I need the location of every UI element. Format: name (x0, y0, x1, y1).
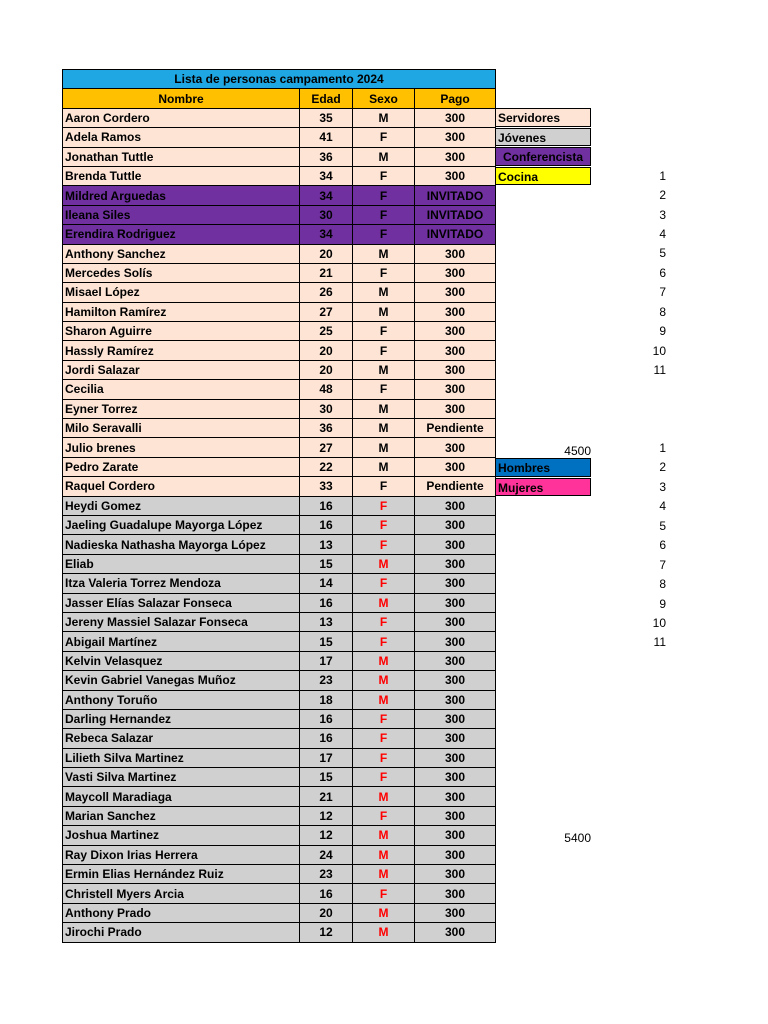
name-cell[interactable]: Misael López (63, 283, 300, 302)
name-cell[interactable]: Abigail Martínez (63, 632, 300, 651)
payment-cell[interactable]: 300 (415, 302, 496, 321)
table-row (63, 574, 496, 593)
age-cell[interactable]: 16 (300, 709, 353, 728)
age-cell[interactable]: 34 (300, 166, 353, 185)
age-cell[interactable]: 34 (300, 186, 353, 205)
count-number[interactable]: 5 (659, 518, 666, 533)
age-cell[interactable]: 25 (300, 322, 353, 341)
table-row (63, 128, 496, 147)
payment-cell[interactable]: 300 (415, 729, 496, 748)
name-cell[interactable]: Sharon Aguirre (63, 322, 300, 341)
count-number[interactable]: 2 (659, 188, 666, 203)
age-cell[interactable]: 20 (300, 244, 353, 263)
name-cell[interactable]: Mercedes Solís (63, 263, 300, 282)
payment-cell[interactable]: 300 (415, 438, 496, 457)
payment-cell[interactable]: 300 (415, 380, 496, 399)
age-cell[interactable]: 12 (300, 806, 353, 825)
sex-cell[interactable]: F (353, 477, 415, 496)
name-cell[interactable]: Heydi Gomez (63, 496, 300, 515)
table-row (63, 923, 496, 942)
name-cell[interactable]: Lilieth Silva Martinez (63, 748, 300, 767)
table-row (63, 438, 496, 457)
payment-cell[interactable]: 300 (415, 322, 496, 341)
name-cell[interactable]: Eyner Torrez (63, 399, 300, 418)
age-cell[interactable]: 13 (300, 535, 353, 554)
sex-cell[interactable]: M (353, 903, 415, 922)
sex-cell[interactable]: F (353, 748, 415, 767)
count-number[interactable]: 4 (659, 499, 666, 514)
payment-cell[interactable]: 300 (415, 826, 496, 845)
sex-cell[interactable]: F (353, 322, 415, 341)
payment-cell[interactable]: 300 (415, 884, 496, 903)
table-row (63, 225, 496, 244)
name-cell[interactable]: Anthony Prado (63, 903, 300, 922)
count-number[interactable]: 10 (652, 343, 666, 358)
payment-cell[interactable]: INVITADO (415, 205, 496, 224)
table-row (63, 515, 496, 534)
age-cell[interactable]: 16 (300, 496, 353, 515)
payment-cell[interactable]: 300 (415, 632, 496, 651)
sex-cell[interactable]: F (353, 884, 415, 903)
age-cell[interactable]: 23 (300, 671, 353, 690)
age-cell[interactable]: 26 (300, 283, 353, 302)
count-number[interactable]: 8 (659, 304, 666, 319)
payment-cell[interactable]: 300 (415, 593, 496, 612)
sex-cell[interactable]: F (353, 341, 415, 360)
age-cell[interactable]: 23 (300, 865, 353, 884)
payment-cell[interactable]: 300 (415, 923, 496, 942)
sex-cell[interactable]: M (353, 923, 415, 942)
sex-cell[interactable]: M (353, 651, 415, 670)
count-number[interactable]: 7 (659, 557, 666, 572)
legend-conferencista[interactable]: Conferencista (495, 147, 591, 165)
sex-cell[interactable]: F (353, 128, 415, 147)
age-cell[interactable]: 20 (300, 341, 353, 360)
payment-cell[interactable]: 300 (415, 709, 496, 728)
age-cell[interactable]: 16 (300, 593, 353, 612)
sex-cell[interactable]: F (353, 806, 415, 825)
payment-cell[interactable]: 300 (415, 244, 496, 263)
payment-cell[interactable]: 300 (415, 903, 496, 922)
name-cell[interactable]: Joshua Martinez (63, 826, 300, 845)
header-pago[interactable]: Pago (415, 89, 496, 108)
sex-cell[interactable]: F (353, 612, 415, 631)
payment-cell[interactable]: Pendiente (415, 419, 496, 438)
sex-cell[interactable]: M (353, 360, 415, 379)
age-cell[interactable]: 30 (300, 399, 353, 418)
age-cell[interactable]: 36 (300, 419, 353, 438)
age-cell[interactable]: 17 (300, 748, 353, 767)
table-row (63, 399, 496, 418)
name-cell[interactable]: Itza Valeria Torrez Mendoza (63, 574, 300, 593)
count-number[interactable]: 9 (659, 324, 666, 339)
payment-cell[interactable]: 300 (415, 283, 496, 302)
legend-mujeres[interactable]: Mujeres (495, 478, 591, 496)
name-cell[interactable]: Hassly Ramírez (63, 341, 300, 360)
table-row (63, 903, 496, 922)
age-cell[interactable]: 14 (300, 574, 353, 593)
sex-cell[interactable]: F (353, 515, 415, 534)
sex-cell[interactable]: F (353, 496, 415, 515)
name-cell[interactable]: Brenda Tuttle (63, 166, 300, 185)
table-row (63, 845, 496, 864)
payment-cell[interactable]: 300 (415, 806, 496, 825)
table-row (63, 205, 496, 224)
payment-cell[interactable]: 300 (415, 651, 496, 670)
payment-cell[interactable]: 300 (415, 787, 496, 806)
table-row (63, 166, 496, 185)
age-cell[interactable]: 24 (300, 845, 353, 864)
name-cell[interactable]: Kelvin Velasquez (63, 651, 300, 670)
payment-cell[interactable]: 300 (415, 457, 496, 476)
table-row (63, 787, 496, 806)
name-cell[interactable]: Jaeling Guadalupe Mayorga López (63, 515, 300, 534)
age-cell[interactable]: 17 (300, 651, 353, 670)
name-cell[interactable]: Julio brenes (63, 438, 300, 457)
table-row (63, 360, 496, 379)
age-cell[interactable]: 16 (300, 884, 353, 903)
sex-cell[interactable]: F (353, 205, 415, 224)
name-cell[interactable]: Rebeca Salazar (63, 729, 300, 748)
payment-cell[interactable]: 300 (415, 574, 496, 593)
age-cell[interactable]: 36 (300, 147, 353, 166)
count-number[interactable]: 1 (659, 168, 666, 183)
sex-cell[interactable]: M (353, 419, 415, 438)
name-cell[interactable]: Jasser Elías Salazar Fonseca (63, 593, 300, 612)
age-cell[interactable]: 20 (300, 360, 353, 379)
age-cell[interactable]: 20 (300, 903, 353, 922)
name-cell[interactable]: Jirochi Prado (63, 923, 300, 942)
sex-cell[interactable]: M (353, 671, 415, 690)
name-cell[interactable]: Milo Seravalli (63, 419, 300, 438)
table-row (63, 380, 496, 399)
sheet-title[interactable]: Lista de personas campamento 2024 (63, 70, 496, 89)
sex-cell[interactable]: M (353, 457, 415, 476)
age-cell[interactable]: 18 (300, 690, 353, 709)
name-cell[interactable]: Kevin Gabriel Vanegas Muñoz (63, 671, 300, 690)
table-row (63, 632, 496, 651)
age-cell[interactable]: 35 (300, 108, 353, 127)
table-row (63, 535, 496, 554)
table-row (63, 554, 496, 573)
table-row (63, 768, 496, 787)
table-row (63, 865, 496, 884)
sex-cell[interactable]: M (353, 399, 415, 418)
table-row (63, 341, 496, 360)
payment-cell[interactable]: 300 (415, 671, 496, 690)
name-cell[interactable]: Darling Hernandez (63, 709, 300, 728)
attendee-sheet (62, 69, 496, 943)
name-cell[interactable]: Aaron Cordero (63, 108, 300, 127)
sex-cell[interactable]: M (353, 438, 415, 457)
table-row (63, 612, 496, 631)
name-cell[interactable]: Mildred Arguedas (63, 186, 300, 205)
table-row (63, 263, 496, 282)
sex-cell[interactable]: M (353, 147, 415, 166)
table-row (63, 884, 496, 903)
table-row (63, 748, 496, 767)
age-cell[interactable]: 27 (300, 438, 353, 457)
sex-cell[interactable]: M (353, 302, 415, 321)
age-cell[interactable]: 21 (300, 787, 353, 806)
payment-cell[interactable]: 300 (415, 535, 496, 554)
age-cell[interactable]: 33 (300, 477, 353, 496)
payment-cell[interactable]: 300 (415, 865, 496, 884)
sex-cell[interactable]: M (353, 283, 415, 302)
count-number[interactable]: 3 (659, 207, 666, 222)
sex-cell[interactable]: M (353, 826, 415, 845)
count-number[interactable]: 6 (659, 265, 666, 280)
payment-cell[interactable]: 300 (415, 496, 496, 515)
payment-cell[interactable]: INVITADO (415, 225, 496, 244)
sex-cell[interactable]: F (353, 768, 415, 787)
name-cell[interactable]: Jereny Massiel Salazar Fonseca (63, 612, 300, 631)
count-number[interactable]: 3 (659, 479, 666, 494)
payment-cell[interactable]: 300 (415, 341, 496, 360)
age-cell[interactable]: 15 (300, 554, 353, 573)
age-cell[interactable]: 27 (300, 302, 353, 321)
table-row (63, 477, 496, 496)
age-cell[interactable]: 21 (300, 263, 353, 282)
payment-cell[interactable]: 300 (415, 128, 496, 147)
count-number[interactable]: 5 (659, 246, 666, 261)
payment-cell[interactable]: 300 (415, 768, 496, 787)
count-number[interactable]: 11 (653, 635, 666, 650)
sex-cell[interactable]: F (353, 225, 415, 244)
name-cell[interactable]: Erendira Rodriguez (63, 225, 300, 244)
count-number[interactable]: 11 (653, 363, 666, 378)
sex-cell[interactable]: F (353, 186, 415, 205)
table-row (63, 593, 496, 612)
count-number[interactable]: 8 (659, 577, 666, 592)
name-cell[interactable]: Christell Myers Arcia (63, 884, 300, 903)
table-row (63, 690, 496, 709)
name-cell[interactable]: Maycoll Maradiaga (63, 787, 300, 806)
table-row (63, 419, 496, 438)
payment-cell[interactable]: 300 (415, 108, 496, 127)
legend-jvenes[interactable]: Jóvenes (495, 128, 591, 146)
name-cell[interactable]: Ermin Elias Hernández Ruiz (63, 865, 300, 884)
payment-cell[interactable]: 300 (415, 166, 496, 185)
name-cell[interactable]: Vasti Silva Martinez (63, 768, 300, 787)
total-cell[interactable]: 4500 (564, 444, 591, 458)
table-row (63, 806, 496, 825)
payment-cell[interactable]: 300 (415, 399, 496, 418)
age-cell[interactable]: 13 (300, 612, 353, 631)
name-cell[interactable]: Jordi Salazar (63, 360, 300, 379)
sex-cell[interactable]: F (353, 729, 415, 748)
name-cell[interactable]: Raquel Cordero (63, 477, 300, 496)
header-nombre[interactable]: Nombre (63, 89, 300, 108)
name-cell[interactable]: Anthony Toruño (63, 690, 300, 709)
count-number[interactable]: 10 (652, 616, 666, 630)
age-cell[interactable]: 34 (300, 225, 353, 244)
payment-cell[interactable]: 300 (415, 554, 496, 573)
sex-cell[interactable]: F (353, 632, 415, 651)
payment-cell[interactable]: 300 (415, 612, 496, 631)
header-edad[interactable]: Edad (300, 89, 353, 108)
table-row (63, 186, 496, 205)
age-cell[interactable]: 12 (300, 923, 353, 942)
name-cell[interactable]: Eliab (63, 554, 300, 573)
table-row (63, 496, 496, 515)
payment-cell[interactable]: 300 (415, 263, 496, 282)
age-cell[interactable]: 12 (300, 826, 353, 845)
name-cell[interactable]: Nadieska Nathasha Mayorga López (63, 535, 300, 554)
count-number[interactable]: 6 (659, 538, 666, 553)
payment-cell[interactable]: 300 (415, 845, 496, 864)
sex-cell[interactable]: M (353, 554, 415, 573)
age-cell[interactable]: 30 (300, 205, 353, 224)
sex-cell[interactable]: F (353, 535, 415, 554)
sex-cell[interactable]: M (353, 108, 415, 127)
name-cell[interactable]: Ileana Siles (63, 205, 300, 224)
count-number[interactable]: 7 (659, 285, 666, 300)
payment-cell[interactable]: INVITADO (415, 186, 496, 205)
age-cell[interactable]: 16 (300, 729, 353, 748)
legend-hombres[interactable]: Hombres (495, 458, 591, 476)
table-row (63, 729, 496, 748)
age-cell[interactable]: 22 (300, 457, 353, 476)
sex-cell[interactable]: M (353, 845, 415, 864)
name-cell[interactable]: Hamilton Ramírez (63, 302, 300, 321)
payment-cell[interactable]: 300 (415, 515, 496, 534)
header-sexo[interactable]: Sexo (353, 89, 415, 108)
sex-cell[interactable]: F (353, 380, 415, 399)
title-row (63, 70, 496, 89)
table-row (63, 709, 496, 728)
table-row (63, 147, 496, 166)
table-row (63, 826, 496, 845)
sex-cell[interactable]: M (353, 690, 415, 709)
sex-cell[interactable]: F (353, 263, 415, 282)
age-cell[interactable]: 15 (300, 632, 353, 651)
table-row (63, 283, 496, 302)
payment-cell[interactable]: 300 (415, 360, 496, 379)
sex-cell[interactable]: M (353, 865, 415, 884)
sex-cell[interactable]: F (353, 166, 415, 185)
name-cell[interactable]: Marian Sanchez (63, 806, 300, 825)
age-cell[interactable]: 48 (300, 380, 353, 399)
payment-cell[interactable]: 300 (415, 147, 496, 166)
table-row (63, 457, 496, 476)
name-cell[interactable]: Anthony Sanchez (63, 244, 300, 263)
sex-cell[interactable]: F (353, 574, 415, 593)
count-number[interactable]: 9 (659, 596, 666, 611)
sex-cell[interactable]: M (353, 244, 415, 263)
legend-cocina[interactable]: Cocina (495, 167, 591, 185)
age-cell[interactable]: 15 (300, 768, 353, 787)
legend-servidores[interactable]: Servidores (495, 108, 591, 126)
count-number[interactable]: 1 (659, 440, 666, 455)
name-cell[interactable]: Pedro Zarate (63, 457, 300, 476)
table-row (63, 322, 496, 341)
payment-cell[interactable]: 300 (415, 748, 496, 767)
table-row (63, 302, 496, 321)
sex-cell[interactable]: F (353, 709, 415, 728)
age-cell[interactable]: 16 (300, 515, 353, 534)
table-row (63, 651, 496, 670)
name-cell[interactable]: Cecilia (63, 380, 300, 399)
count-number[interactable]: 2 (659, 460, 666, 475)
count-number[interactable]: 4 (659, 227, 666, 241)
header-row (63, 89, 496, 108)
table-row (63, 108, 496, 127)
name-cell[interactable]: Ray Dixon Irias Herrera (63, 845, 300, 864)
sex-cell[interactable]: M (353, 787, 415, 806)
table-row (63, 244, 496, 263)
payment-cell[interactable]: 300 (415, 690, 496, 709)
age-cell[interactable]: 41 (300, 128, 353, 147)
payment-cell[interactable]: Pendiente (415, 477, 496, 496)
sex-cell[interactable]: M (353, 593, 415, 612)
name-cell[interactable]: Adela Ramos (63, 128, 300, 147)
total-cell[interactable]: 5400 (564, 831, 591, 845)
table-row (63, 671, 496, 690)
name-cell[interactable]: Jonathan Tuttle (63, 147, 300, 166)
